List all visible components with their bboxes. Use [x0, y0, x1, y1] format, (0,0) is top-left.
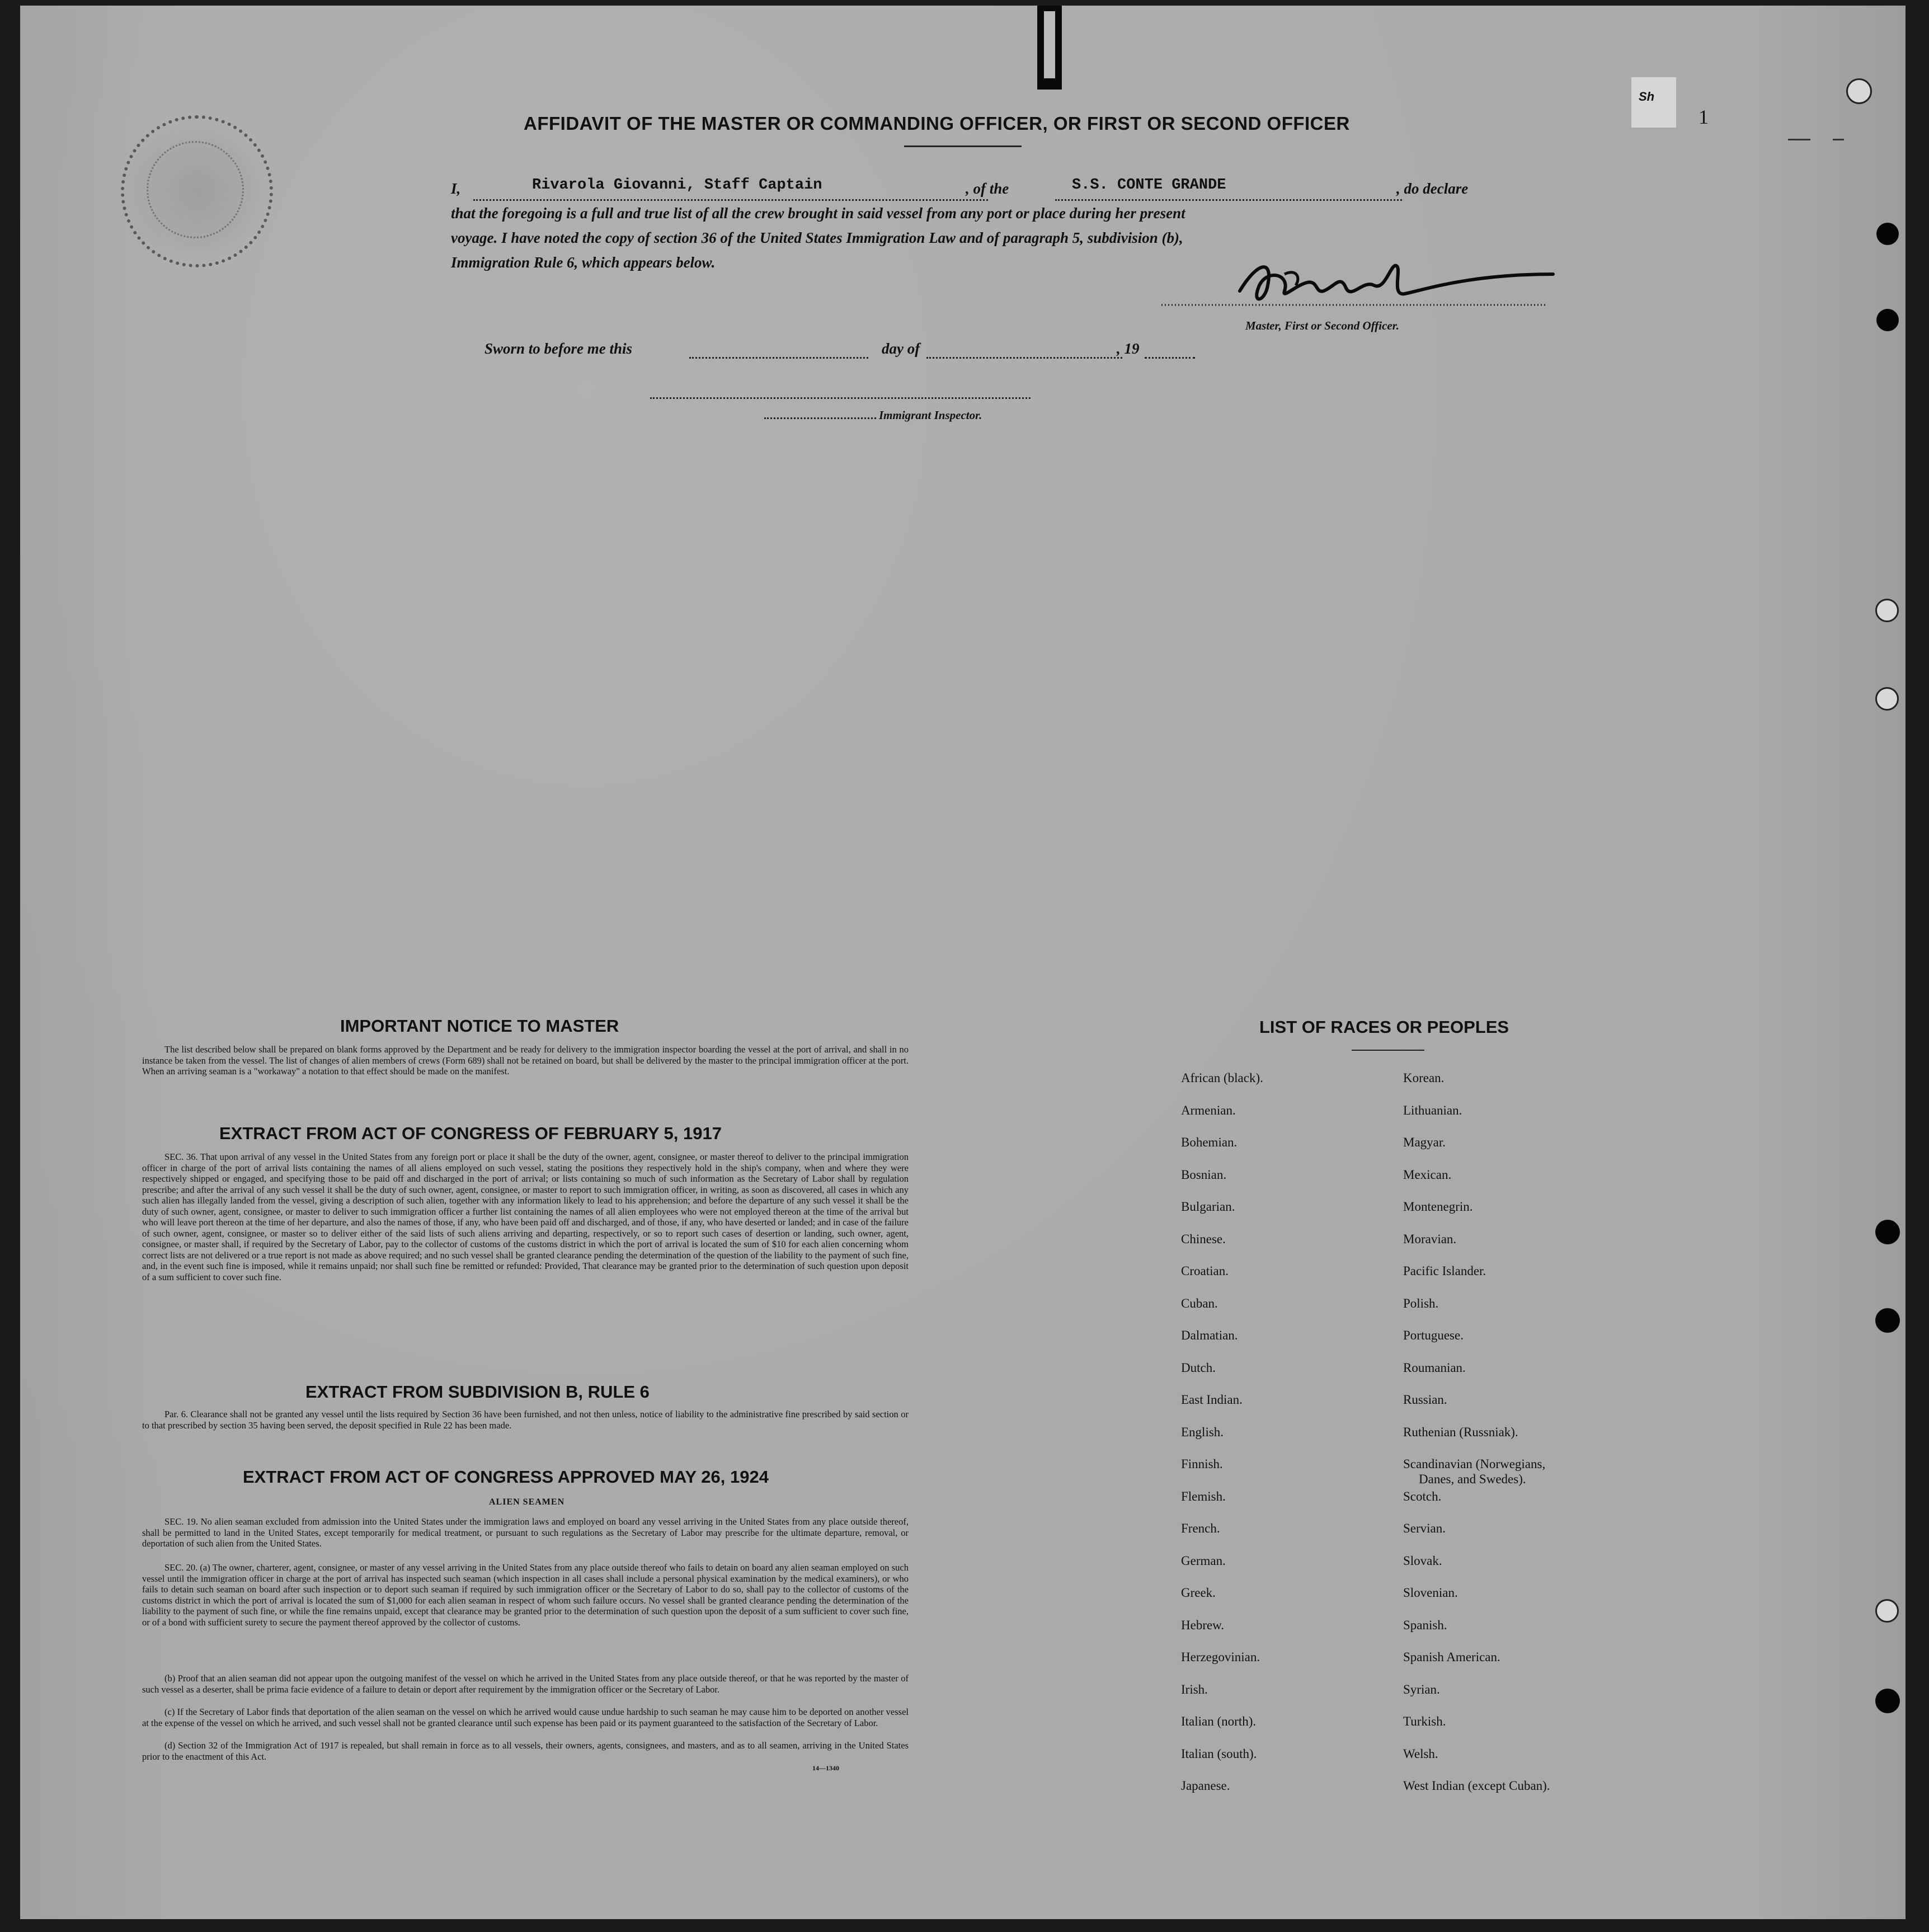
race-item: Italian (south).: [1181, 1746, 1257, 1761]
notice-text: The list described below shall be prepared on blank forms approved by the Department and be ready for delivery to the immigration inspector boarding the vessel at the port of arrival, and shall in no instance be taken from the vessel. The list of changes of alien members of crews (Form 689) shall not be retained on board, but shall be delivered by the master to the principal immigration officer at the port. When an arriving seaman is a "workaway" a notation to that effect should be made on the manifest.: [142, 1044, 909, 1077]
punch-hole: [1876, 223, 1899, 245]
race-item: Slovak.: [1403, 1553, 1442, 1568]
race-item: Herzegovinian.: [1181, 1650, 1260, 1664]
sec20c-text: (c) If the Secretary of Labor finds that deportation of the alien seaman on the vessel on which he arrived would cause undue hardship to such seaman he may cause him to be deported on another vessel at the expense of the vessel on which he arrived, and such vessel shall not be granted clearance until such expense has been paid or its payment guaranteed to the satisfaction of the Secretary of Labor.: [142, 1707, 909, 1728]
inspector-signature-line: [650, 397, 1031, 399]
race-item: French.: [1181, 1521, 1220, 1535]
race-item: Slovenian.: [1403, 1586, 1458, 1600]
sec20a-text: SEC. 20. (a) The owner, charterer, agent, consignee, or master of any vessel arriving in the United States from any place outside thereof who fails to detain on board any alien seaman employed on such vessel until the immigration officer in charge at the port of arrival has inspected such seaman (which inspection in all cases shall include a personal physical examination by the medical examiners), or who fails to detain such seaman on board after such inspection or to deport such seaman if required by such immigration officer or the Secretary of Labor to do so, shall pay to the collector of customs of the customs district in which the port of arrival is located the sum of $1,000 for each alien seaman in respect of whom such failure occurs. No vessel shall be granted clearance pending the determination of the liability to the payment of such fine, or while the fine remains unpaid, except that clearance may be granted prior to the determination of such question upon the deposit of a sum sufficient to cover such fine, or of a bond with sufficient surety to secure the payment thereof approved by the collector of customs.: [142, 1562, 909, 1628]
punch-hole: [1875, 1689, 1900, 1713]
sec19-text: SEC. 19. No alien seaman excluded from admission into the United States under the immigration laws and employed on board any vessel arriving in the United States from any place outside thereof, shall be permitted to land in the United States, except temporarily for medical treatment, or pursuant to such regulations as the Secretary of Labor may prescribe for the ultimate departure, removal, or deportation of such alien from the United States.: [142, 1516, 909, 1549]
sworn-year: , 19: [1117, 340, 1140, 357]
affidavit-line-2: that the foregoing is a full and true list of all the crew brought in said vessel from any port or place during her present: [451, 205, 1185, 222]
officer-name-line: [473, 199, 988, 201]
alien-seamen-subtitle: ALIEN SEAMEN: [489, 1497, 565, 1507]
race-item: Danes, and Swedes).: [1419, 1472, 1526, 1486]
inspector-label-line: [764, 417, 876, 419]
race-item: Bohemian.: [1181, 1135, 1238, 1149]
sec20b-text: (b) Proof that an alien seaman did not appear upon the outgoing manifest of the vessel on which he arrived in the United States from any place outside thereof, or that he was reported by the master of such vessel as a deserter, shall be prima facie evidence of a failure to detain or deport after requirement by the immigration officer or the Secretary of Labor.: [142, 1673, 909, 1695]
signature-label: Master, First or Second Officer.: [1245, 319, 1399, 332]
punch-hole: [1846, 78, 1872, 104]
official-seal-stamp: [121, 115, 273, 267]
extract-1917-text: SEC. 36. That upon arrival of any vessel in the United States from any foreign port or place it shall be the duty of the owner, agent, consignee, or master thereof to deliver to the principal immigration officer in charge of the port of arrival lists containing the names of all aliens employed on such vessel, stating the positions they respectively hold in the ship's company, when and where they were respectively shipped or engaged, and specifying those to be paid off and discharged in the port of arrival; or lists containing so much of such information as the Secretary of Labor shall by regulation prescribe; and after the arrival of any such vessel it shall be the duty of such owner, agent, consignee, or master to report to such immigration officer, in writing, as soon as discovered, all cases in which any such alien has illegally landed from the vessel, giving a description of such alien, together with any information likely to lead to his apprehension; and before the departure of any such vessel it shall be the duty of such owner, agent, consignee, or master to deliver to such immigration officer a further list containing the names of all alien employees who were not employed thereon at the time of the arrival but who will leave port thereon at the time of her departure, and also the names of those, if any, who have been paid off and discharged, and of those, if any, who have deserted or landed; and in case of the failure of such owner, agent, consignee, or master so to deliver either of the said lists of such aliens arriving and departing, respectively, or so to report such cases of desertion or landing, such owner, agent, consignee, or master shall, if required by the Secretary of Labor, pay to the collector of customs of the customs district in which the port of arrival is located the sum of $10 for each alien concerning whom correct lists are not delivered or a true report is not made as above required; and no such vessel shall be granted clearance pending the determination of the question of the liability to the payment of such fine, and, in the event such fine is imposed, while it remains unpaid; nor shall such fine be remitted or refunded: Provided, That clearance may be granted prior to the determination of such question upon deposit of a sum sufficient to cover such fine.: [142, 1151, 909, 1282]
punch-hole: [1875, 599, 1899, 622]
race-item: Irish.: [1181, 1682, 1208, 1696]
race-item: African (black).: [1181, 1071, 1263, 1085]
punch-hole: [1875, 687, 1899, 711]
sworn-year-line: [1145, 357, 1195, 359]
inspector-label: Immigrant Inspector.: [879, 408, 982, 422]
races-title: LIST OF RACES OR PEOPLES: [1259, 1017, 1509, 1037]
binding-clip-gap: [1044, 11, 1055, 78]
sec20d-text: (d) Section 32 of the Immigration Act of 1917 is repealed, but shall remain in force as to all vessels, their owners, agents, consignees, and masters, and as to all seamen, arriving in the United States prior to the enactment of this Act.: [142, 1740, 909, 1762]
races-title-underline: [1352, 1050, 1424, 1051]
race-item: Greek.: [1181, 1586, 1216, 1600]
race-item: Scandinavian (Norwegians,: [1403, 1457, 1546, 1471]
race-item: East Indian.: [1181, 1393, 1243, 1407]
race-item: Magyar.: [1403, 1135, 1446, 1149]
affidavit-of-the: , of the: [966, 180, 1009, 197]
extract-rule6-title: EXTRACT FROM SUBDIVISION B, RULE 6: [305, 1382, 650, 1402]
sheet-label: Sh: [1639, 90, 1655, 104]
vessel-name: S.S. CONTE GRANDE: [1072, 177, 1226, 194]
race-item: Servian.: [1403, 1521, 1446, 1535]
affidavit-i: I,: [451, 180, 461, 197]
race-item: Italian (north).: [1181, 1714, 1257, 1728]
race-item: West Indian (except Cuban).: [1403, 1779, 1550, 1793]
manifest-page: [20, 6, 1906, 1919]
race-item: Armenian.: [1181, 1103, 1236, 1117]
race-item: Moravian.: [1403, 1231, 1457, 1246]
sworn-day-line: [689, 357, 868, 359]
punch-hole: [1875, 1220, 1900, 1244]
race-item: Turkish.: [1403, 1714, 1446, 1728]
affidavit-line-4: Immigration Rule 6, which appears below.: [451, 254, 716, 271]
race-item: English.: [1181, 1425, 1224, 1439]
race-item: Finnish.: [1181, 1457, 1223, 1471]
race-item: Ruthenian (Russniak).: [1403, 1425, 1518, 1439]
race-item: Welsh.: [1403, 1746, 1438, 1761]
race-item: Spanish American.: [1403, 1650, 1500, 1664]
notice-title: IMPORTANT NOTICE TO MASTER: [340, 1016, 619, 1036]
affidavit-do-declare: , do declare: [1396, 180, 1469, 197]
race-item: German.: [1181, 1553, 1226, 1568]
affidavit-title: AFFIDAVIT OF THE MASTER OR COMMANDING OFFICER, OR FIRST OR SECOND OFFICER: [524, 113, 1350, 134]
master-signature: [1156, 252, 1559, 319]
extract-1917-title: EXTRACT FROM ACT OF CONGRESS OF FEBRUARY 5, 1917: [219, 1124, 722, 1143]
race-item: Russian.: [1403, 1393, 1447, 1407]
edge-mark: [1788, 139, 1810, 140]
race-item: Dutch.: [1181, 1360, 1216, 1375]
extract-1924-title: EXTRACT FROM ACT OF CONGRESS APPROVED MAY 26, 1924: [243, 1467, 769, 1487]
race-item: Croatian.: [1181, 1264, 1229, 1278]
race-item: Flemish.: [1181, 1489, 1226, 1503]
race-item: Lithuanian.: [1403, 1103, 1462, 1117]
race-item: Pacific Islander.: [1403, 1264, 1486, 1278]
form-number: 14—1340: [812, 1764, 839, 1772]
race-item: Dalmatian.: [1181, 1328, 1238, 1342]
race-item: Chinese.: [1181, 1231, 1226, 1246]
race-item: Bosnian.: [1181, 1167, 1227, 1182]
race-item: Portuguese.: [1403, 1328, 1464, 1342]
race-item: Mexican.: [1403, 1167, 1452, 1182]
vessel-name-line: [1055, 199, 1402, 201]
sworn-prefix: Sworn to before me this: [484, 340, 633, 357]
title-underline: [904, 145, 1022, 147]
edge-mark: [1833, 139, 1844, 140]
race-item: Korean.: [1403, 1071, 1445, 1085]
officer-name: Rivarola Giovanni, Staff Captain: [532, 177, 822, 194]
race-item: Japanese.: [1181, 1779, 1230, 1793]
race-item: Scotch.: [1403, 1489, 1442, 1503]
race-item: Montenegrin.: [1403, 1200, 1473, 1214]
sheet-number: 1: [1699, 106, 1709, 128]
race-item: Cuban.: [1181, 1296, 1218, 1310]
sworn-month-line: [926, 357, 1122, 359]
race-item: Roumanian.: [1403, 1360, 1466, 1375]
race-item: Hebrew.: [1181, 1618, 1225, 1632]
race-item: Polish.: [1403, 1296, 1439, 1310]
affidavit-line-3: voyage. I have noted the copy of section 36 of the United States Immigration Law and of paragraph 5, subdivision (b),: [451, 229, 1183, 246]
race-item: Syrian.: [1403, 1682, 1440, 1696]
race-item: Bulgarian.: [1181, 1200, 1235, 1214]
race-item: Spanish.: [1403, 1618, 1447, 1632]
sworn-day-of: day of: [882, 340, 920, 357]
punch-hole: [1875, 1599, 1899, 1623]
extract-rule6-text: Par. 6. Clearance shall not be granted any vessel until the lists required by Section 36 have been furnished, and not then unless, notice of liability to the administrative fine prescribed by said section or to that prescribed by section 35 having been served, the deposit specified in Rule 22 has been made.: [142, 1409, 909, 1431]
punch-hole: [1876, 309, 1899, 331]
punch-hole: [1875, 1308, 1900, 1333]
